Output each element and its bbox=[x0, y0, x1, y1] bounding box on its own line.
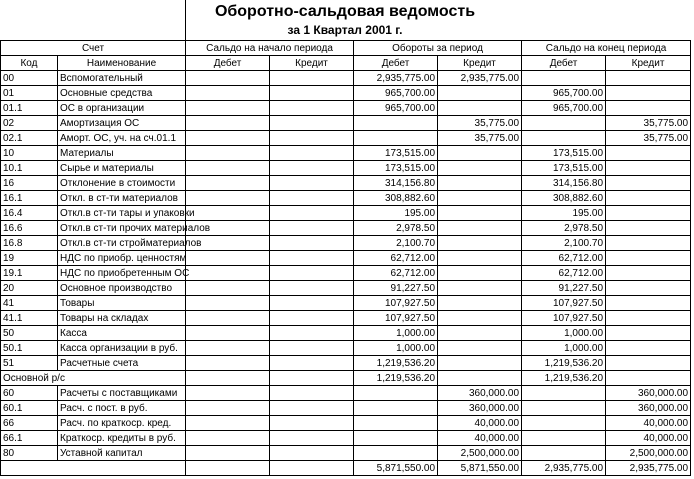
turnover-debit-cell: 62,712.00 bbox=[354, 251, 438, 266]
end-credit-cell bbox=[606, 161, 691, 176]
account-name-cell: ОС в организации bbox=[58, 101, 186, 116]
account-name-cell: Сырье и материалы bbox=[58, 161, 186, 176]
end-debit-cell: 2,978.50 bbox=[522, 221, 606, 236]
table-row bbox=[1, 371, 691, 386]
end-debit-cell bbox=[522, 386, 606, 401]
account-code-cell: 66.1 bbox=[1, 431, 58, 446]
table-row bbox=[1, 206, 691, 221]
turnover-credit-cell bbox=[438, 221, 522, 236]
turnover-credit-cell bbox=[438, 341, 522, 356]
account-name-cell: Товары bbox=[58, 296, 186, 311]
start-debit-cell bbox=[186, 206, 270, 221]
account-code-cell: 41 bbox=[1, 296, 58, 311]
turnover-debit-cell bbox=[354, 446, 438, 461]
account-code-cell: 66 bbox=[1, 416, 58, 431]
start-debit-cell bbox=[186, 281, 270, 296]
table-row bbox=[1, 221, 691, 236]
start-debit-cell bbox=[186, 326, 270, 341]
start-credit-cell bbox=[270, 71, 354, 86]
turnover-credit-cell bbox=[438, 161, 522, 176]
end-debit-cell: 91,227.50 bbox=[522, 281, 606, 296]
account-name-cell: Товары на складах bbox=[58, 311, 186, 326]
turnover-debit-cell: 1,219,536.20 bbox=[354, 371, 438, 386]
account-code-cell: 80 bbox=[1, 446, 58, 461]
start-debit-cell bbox=[186, 341, 270, 356]
end-credit-cell bbox=[606, 206, 691, 221]
start-credit-cell bbox=[270, 191, 354, 206]
start-debit-cell bbox=[186, 371, 270, 386]
balance-sheet-table bbox=[0, 40, 691, 476]
turnover-credit-cell bbox=[438, 146, 522, 161]
turnover-debit-cell: 91,227.50 bbox=[354, 281, 438, 296]
totals-row bbox=[1, 461, 691, 476]
turnover-credit-cell bbox=[438, 176, 522, 191]
start-debit-cell bbox=[186, 266, 270, 281]
account-code-cell: 02.1 bbox=[1, 131, 58, 146]
end-credit-cell: 360,000.00 bbox=[606, 386, 691, 401]
account-code-cell: 50 bbox=[1, 326, 58, 341]
end-debit-cell bbox=[522, 431, 606, 446]
start-debit-cell bbox=[186, 296, 270, 311]
end-credit-cell bbox=[606, 146, 691, 161]
start-debit-cell bbox=[186, 311, 270, 326]
account-name-cell: Вспомогательный bbox=[58, 71, 186, 86]
total-end-credit: 2,935,775.00 bbox=[606, 461, 691, 476]
start-credit-cell bbox=[270, 281, 354, 296]
table-row bbox=[1, 251, 691, 266]
start-debit-cell bbox=[186, 401, 270, 416]
end-debit-cell: 107,927.50 bbox=[522, 311, 606, 326]
start-debit-cell bbox=[186, 446, 270, 461]
table-row bbox=[1, 281, 691, 296]
account-code-cell: 19 bbox=[1, 251, 58, 266]
account-code-cell: 20 bbox=[1, 281, 58, 296]
end-debit-cell: 173,515.00 bbox=[522, 161, 606, 176]
turnover-credit-cell: 2,935,775.00 bbox=[438, 71, 522, 86]
account-code-cell: 10 bbox=[1, 146, 58, 161]
start-credit-cell bbox=[270, 446, 354, 461]
start-debit-cell bbox=[186, 176, 270, 191]
table-row bbox=[1, 416, 691, 431]
end-credit-header: Кредит bbox=[606, 56, 691, 71]
start-debit-cell bbox=[186, 71, 270, 86]
table-row bbox=[1, 296, 691, 311]
start-debit-cell bbox=[186, 101, 270, 116]
turnover-credit-cell bbox=[438, 311, 522, 326]
turnover-debit-cell: 195.00 bbox=[354, 206, 438, 221]
end-credit-cell bbox=[606, 326, 691, 341]
end-debit-cell: 314,156.80 bbox=[522, 176, 606, 191]
turnover-debit-cell: 965,700.00 bbox=[354, 86, 438, 101]
account-name-cell: НДС по приобр. ценностям bbox=[58, 251, 186, 266]
turnover-credit-cell bbox=[438, 266, 522, 281]
turnover-credit-cell bbox=[438, 281, 522, 296]
start-credit-header: Кредит bbox=[270, 56, 354, 71]
end-credit-cell bbox=[606, 296, 691, 311]
turnover-debit-cell: 2,100.70 bbox=[354, 236, 438, 251]
turnover-credit-cell bbox=[438, 191, 522, 206]
start-credit-cell bbox=[270, 371, 354, 386]
end-credit-cell bbox=[606, 341, 691, 356]
start-credit-cell bbox=[270, 221, 354, 236]
turnover-credit-cell: 360,000.00 bbox=[438, 401, 522, 416]
turnover-debit-cell: 2,935,775.00 bbox=[354, 71, 438, 86]
header-column-row bbox=[1, 56, 691, 71]
account-code-cell: 60 bbox=[1, 386, 58, 401]
account-name-cell: Расчетные счета bbox=[58, 356, 186, 371]
table-row bbox=[1, 146, 691, 161]
table-row bbox=[1, 386, 691, 401]
end-credit-cell bbox=[606, 356, 691, 371]
start-debit-cell bbox=[186, 356, 270, 371]
end-credit-cell: 35,775.00 bbox=[606, 116, 691, 131]
start-credit-cell bbox=[270, 101, 354, 116]
account-code-cell: 60.1 bbox=[1, 401, 58, 416]
turnover-credit-cell bbox=[438, 371, 522, 386]
start-credit-cell bbox=[270, 206, 354, 221]
account-name-cell: Расч. по краткоср. кред. bbox=[58, 416, 186, 431]
start-credit-cell bbox=[270, 416, 354, 431]
account-code-cell: 01.1 bbox=[1, 101, 58, 116]
table-row bbox=[1, 356, 691, 371]
turnover-credit-cell bbox=[438, 356, 522, 371]
account-code-cell: 16 bbox=[1, 176, 58, 191]
turnover-credit-cell: 35,775.00 bbox=[438, 116, 522, 131]
turnover-debit-cell bbox=[354, 131, 438, 146]
turnover-credit-header: Кредит bbox=[438, 56, 522, 71]
account-name-cell: Основные средства bbox=[58, 86, 186, 101]
total-end-debit: 2,935,775.00 bbox=[522, 461, 606, 476]
account-name-cell: Краткоср. кредиты в руб. bbox=[58, 431, 186, 446]
turnover-debit-header: Дебет bbox=[354, 56, 438, 71]
totals-label-cell bbox=[1, 461, 186, 476]
start-debit-header: Дебет bbox=[186, 56, 270, 71]
start-debit-cell bbox=[186, 251, 270, 266]
turnover-debit-cell: 107,927.50 bbox=[354, 311, 438, 326]
account-code-cell: 16.6 bbox=[1, 221, 58, 236]
start-debit-cell bbox=[186, 161, 270, 176]
end-credit-cell: 360,000.00 bbox=[606, 401, 691, 416]
turnover-debit-cell bbox=[354, 386, 438, 401]
account-name-cell: Откл.в ст-ти прочих материалов bbox=[58, 221, 186, 236]
account-name-cell: Откл.в ст-ти стройматериалов bbox=[58, 236, 186, 251]
end-debit-cell: 965,700.00 bbox=[522, 86, 606, 101]
table-row bbox=[1, 176, 691, 191]
end-credit-cell bbox=[606, 251, 691, 266]
end-debit-cell: 195.00 bbox=[522, 206, 606, 221]
table-row bbox=[1, 161, 691, 176]
turnover-debit-cell: 965,700.00 bbox=[354, 101, 438, 116]
end-debit-cell bbox=[522, 401, 606, 416]
turnover-debit-cell bbox=[354, 431, 438, 446]
name-header: Наименование bbox=[58, 56, 186, 71]
end-debit-cell bbox=[522, 116, 606, 131]
turnover-debit-cell: 62,712.00 bbox=[354, 266, 438, 281]
table-row bbox=[1, 236, 691, 251]
end-credit-cell bbox=[606, 191, 691, 206]
end-debit-cell bbox=[522, 416, 606, 431]
account-name-cell: Материалы bbox=[58, 146, 186, 161]
account-code-cell: 16.1 bbox=[1, 191, 58, 206]
end-credit-cell bbox=[606, 71, 691, 86]
end-credit-cell bbox=[606, 266, 691, 281]
end-credit-cell bbox=[606, 371, 691, 386]
subaccount-name-cell: Основной р/с bbox=[1, 371, 186, 386]
account-name-cell: Касса bbox=[58, 326, 186, 341]
account-name-cell: Уставной капитал bbox=[58, 446, 186, 461]
account-code-cell: 16.4 bbox=[1, 206, 58, 221]
table-row bbox=[1, 101, 691, 116]
start-credit-cell bbox=[270, 311, 354, 326]
end-debit-cell: 1,219,536.20 bbox=[522, 356, 606, 371]
end-debit-cell: 308,882.60 bbox=[522, 191, 606, 206]
account-code-cell: 16.8 bbox=[1, 236, 58, 251]
start-debit-cell bbox=[186, 386, 270, 401]
table-row bbox=[1, 311, 691, 326]
turnover-credit-cell bbox=[438, 236, 522, 251]
end-debit-cell: 173,515.00 bbox=[522, 146, 606, 161]
start-credit-cell bbox=[270, 176, 354, 191]
total-turnover-debit: 5,871,550.00 bbox=[354, 461, 438, 476]
turnover-debit-cell bbox=[354, 401, 438, 416]
start-credit-cell bbox=[270, 161, 354, 176]
start-credit-cell bbox=[270, 116, 354, 131]
account-code-cell: 02 bbox=[1, 116, 58, 131]
turnover-debit-cell: 1,219,536.20 bbox=[354, 356, 438, 371]
turnover-credit-cell: 2,500,000.00 bbox=[438, 446, 522, 461]
group-turnover-header: Обороты за период bbox=[354, 41, 522, 56]
group-end-header: Сальдо на конец периода bbox=[522, 41, 691, 56]
start-credit-cell bbox=[270, 296, 354, 311]
table-row bbox=[1, 131, 691, 146]
end-debit-cell: 62,712.00 bbox=[522, 266, 606, 281]
start-credit-cell bbox=[270, 401, 354, 416]
table-row bbox=[1, 116, 691, 131]
end-debit-cell: 2,100.70 bbox=[522, 236, 606, 251]
end-credit-cell: 40,000.00 bbox=[606, 431, 691, 446]
end-debit-cell: 1,000.00 bbox=[522, 341, 606, 356]
account-name-cell: Основное производство bbox=[58, 281, 186, 296]
table-row bbox=[1, 191, 691, 206]
group-account-header: Счет bbox=[1, 41, 186, 56]
turnover-debit-cell: 314,156.80 bbox=[354, 176, 438, 191]
account-name-cell: НДС по приобретенным ОС bbox=[58, 266, 186, 281]
account-name-cell: Расчеты с поставщиками bbox=[58, 386, 186, 401]
turnover-credit-cell bbox=[438, 296, 522, 311]
turnover-debit-cell: 1,000.00 bbox=[354, 326, 438, 341]
code-header: Код bbox=[1, 56, 58, 71]
start-credit-cell bbox=[270, 386, 354, 401]
turnover-credit-cell bbox=[438, 86, 522, 101]
table-row bbox=[1, 401, 691, 416]
account-code-cell: 51 bbox=[1, 356, 58, 371]
start-credit-cell bbox=[270, 326, 354, 341]
total-start-debit bbox=[186, 461, 270, 476]
end-credit-cell: 40,000.00 bbox=[606, 416, 691, 431]
start-credit-cell bbox=[270, 431, 354, 446]
table-row bbox=[1, 431, 691, 446]
turnover-credit-cell: 360,000.00 bbox=[438, 386, 522, 401]
end-debit-cell: 62,712.00 bbox=[522, 251, 606, 266]
end-credit-cell bbox=[606, 176, 691, 191]
account-name-cell: Откл. в ст-ти материалов bbox=[58, 191, 186, 206]
end-credit-cell bbox=[606, 86, 691, 101]
account-name-cell: Аморт. ОС, уч. на сч.01.1 bbox=[58, 131, 186, 146]
account-name-cell: Откл.в ст-ти тары и упаковки bbox=[58, 206, 186, 221]
start-credit-cell bbox=[270, 131, 354, 146]
start-credit-cell bbox=[270, 251, 354, 266]
turnover-debit-cell: 1,000.00 bbox=[354, 341, 438, 356]
end-credit-cell: 2,500,000.00 bbox=[606, 446, 691, 461]
start-debit-cell bbox=[186, 191, 270, 206]
start-credit-cell bbox=[270, 86, 354, 101]
account-code-cell: 41.1 bbox=[1, 311, 58, 326]
end-debit-cell: 965,700.00 bbox=[522, 101, 606, 116]
table-row bbox=[1, 326, 691, 341]
end-debit-cell bbox=[522, 71, 606, 86]
end-debit-header: Дебет bbox=[522, 56, 606, 71]
report-header bbox=[0, 0, 694, 40]
end-debit-cell: 107,927.50 bbox=[522, 296, 606, 311]
end-debit-cell: 1,219,536.20 bbox=[522, 371, 606, 386]
start-credit-cell bbox=[270, 266, 354, 281]
turnover-debit-cell: 2,978.50 bbox=[354, 221, 438, 236]
turnover-credit-cell bbox=[438, 326, 522, 341]
group-start-header: Сальдо на начало периода bbox=[186, 41, 354, 56]
turnover-debit-cell: 107,927.50 bbox=[354, 296, 438, 311]
start-credit-cell bbox=[270, 341, 354, 356]
turnover-debit-cell: 173,515.00 bbox=[354, 161, 438, 176]
account-name-cell: Отклонение в стоимости bbox=[58, 176, 186, 191]
turnover-credit-cell: 40,000.00 bbox=[438, 416, 522, 431]
table-row bbox=[1, 86, 691, 101]
account-code-cell: 00 bbox=[1, 71, 58, 86]
end-credit-cell: 35,775.00 bbox=[606, 131, 691, 146]
start-debit-cell bbox=[186, 131, 270, 146]
report-period: за 1 Квартал 2001 г. bbox=[287, 23, 403, 37]
account-code-cell: 10.1 bbox=[1, 161, 58, 176]
account-code-cell: 01 bbox=[1, 86, 58, 101]
turnover-credit-cell bbox=[438, 206, 522, 221]
end-credit-cell bbox=[606, 236, 691, 251]
start-debit-cell bbox=[186, 146, 270, 161]
table-row bbox=[1, 446, 691, 461]
end-debit-cell: 1,000.00 bbox=[522, 326, 606, 341]
end-credit-cell bbox=[606, 281, 691, 296]
turnover-debit-cell bbox=[354, 116, 438, 131]
end-debit-cell bbox=[522, 131, 606, 146]
report-title: Оборотно-сальдовая ведомость bbox=[214, 3, 476, 20]
total-start-credit bbox=[270, 461, 354, 476]
start-debit-cell bbox=[186, 116, 270, 131]
total-turnover-credit: 5,871,550.00 bbox=[438, 461, 522, 476]
turnover-credit-cell: 40,000.00 bbox=[438, 431, 522, 446]
turnover-debit-cell: 173,515.00 bbox=[354, 146, 438, 161]
turnover-debit-cell: 308,882.60 bbox=[354, 191, 438, 206]
table-row bbox=[1, 341, 691, 356]
start-debit-cell bbox=[186, 431, 270, 446]
table-row bbox=[1, 71, 691, 86]
start-credit-cell bbox=[270, 356, 354, 371]
turnover-credit-cell: 35,775.00 bbox=[438, 131, 522, 146]
account-name-cell: Амортизация ОС bbox=[58, 116, 186, 131]
account-code-cell: 19.1 bbox=[1, 266, 58, 281]
turnover-credit-cell bbox=[438, 101, 522, 116]
end-debit-cell bbox=[522, 446, 606, 461]
start-debit-cell bbox=[186, 416, 270, 431]
account-code-cell: 50.1 bbox=[1, 341, 58, 356]
start-credit-cell bbox=[270, 146, 354, 161]
table-row bbox=[1, 266, 691, 281]
header-group-row bbox=[1, 41, 691, 56]
end-credit-cell bbox=[606, 101, 691, 116]
account-name-cell: Касса организации в руб. bbox=[58, 341, 186, 356]
turnover-credit-cell bbox=[438, 251, 522, 266]
turnover-debit-cell bbox=[354, 416, 438, 431]
start-credit-cell bbox=[270, 236, 354, 251]
start-debit-cell bbox=[186, 86, 270, 101]
end-credit-cell bbox=[606, 311, 691, 326]
account-name-cell: Расч. с пост. в руб. bbox=[58, 401, 186, 416]
end-credit-cell bbox=[606, 221, 691, 236]
